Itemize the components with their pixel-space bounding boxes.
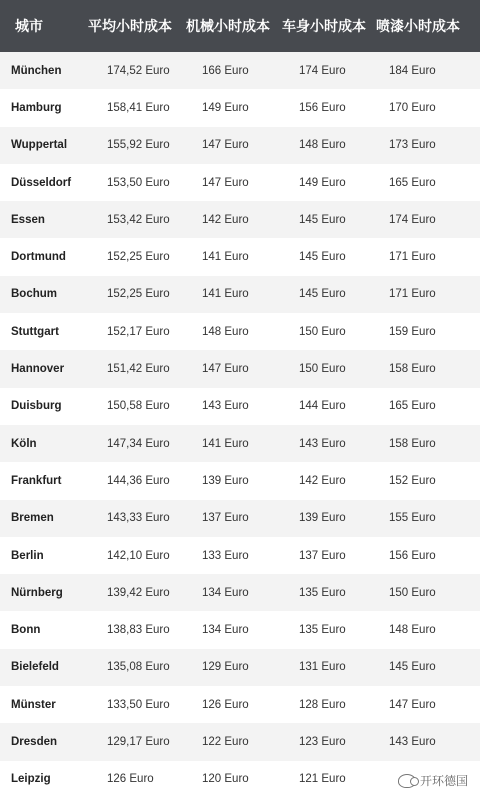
cell-city: Dortmund — [11, 251, 66, 264]
table-row — [0, 313, 480, 350]
table-row — [0, 276, 480, 313]
cell-paint: 158 Euro — [389, 437, 436, 450]
cell-body: 148 Euro — [299, 139, 346, 152]
cell-city: Köln — [11, 437, 37, 450]
header-body: 车身小时成本 — [282, 18, 366, 34]
watermark — [398, 772, 468, 789]
cell-paint: 174 Euro — [389, 213, 436, 226]
cell-avg: 155,92 Euro — [107, 139, 170, 152]
cell-city: Essen — [11, 213, 45, 226]
table-row — [0, 649, 480, 686]
cell-avg: 174,52 Euro — [107, 64, 170, 77]
cell-body: 131 Euro — [299, 661, 346, 674]
header-mechanic: 机械小时成本 — [186, 18, 270, 34]
cell-avg: 152,17 Euro — [107, 325, 170, 338]
cell-paint: 148 Euro — [389, 624, 436, 637]
cell-paint: 165 Euro — [389, 400, 436, 413]
cell-avg: 152,25 Euro — [107, 251, 170, 264]
table-row — [0, 500, 480, 537]
cell-mechanic: 147 Euro — [202, 363, 249, 376]
cell-paint: 171 Euro — [389, 288, 436, 301]
cell-mechanic: 149 Euro — [202, 101, 249, 114]
table-row — [0, 127, 480, 164]
cell-mechanic: 143 Euro — [202, 400, 249, 413]
cell-body: 135 Euro — [299, 586, 346, 599]
cell-body: 144 Euro — [299, 400, 346, 413]
cell-body: 121 Euro — [299, 773, 346, 786]
table-row — [0, 686, 480, 723]
table-row — [0, 89, 480, 126]
table-header — [0, 0, 480, 52]
cell-mechanic: 141 Euro — [202, 251, 249, 264]
cell-mechanic: 120 Euro — [202, 773, 249, 786]
wechat-icon — [398, 774, 416, 788]
cell-avg: 129,17 Euro — [107, 735, 170, 748]
table-row — [0, 462, 480, 499]
cell-avg: 133,50 Euro — [107, 698, 170, 711]
cell-body: 156 Euro — [299, 101, 346, 114]
cell-avg: 158,41 Euro — [107, 101, 170, 114]
table-body — [0, 52, 480, 798]
table-row — [0, 52, 480, 89]
cell-city: Hannover — [11, 363, 65, 376]
table-row — [0, 425, 480, 462]
watermark-text: 开环德国 — [419, 774, 468, 788]
table-row — [0, 201, 480, 238]
cell-body: 139 Euro — [299, 512, 346, 525]
cell-body: 150 Euro — [299, 363, 346, 376]
cell-mechanic: 126 Euro — [202, 698, 249, 711]
cell-mechanic: 122 Euro — [202, 735, 249, 748]
table-row — [0, 723, 480, 760]
cell-paint: 170 Euro — [389, 101, 436, 114]
cell-city: Düsseldorf — [11, 176, 72, 189]
table-row — [0, 611, 480, 648]
cell-mechanic: 129 Euro — [202, 661, 249, 674]
cell-body: 137 Euro — [299, 549, 346, 562]
cell-avg: 126 Euro — [107, 773, 154, 786]
cell-city: Münster — [11, 698, 56, 711]
cell-paint: 147 Euro — [389, 698, 436, 711]
header-paint: 喷漆小时成本 — [376, 18, 460, 34]
cell-city: Duisburg — [11, 400, 62, 413]
cell-avg: 153,42 Euro — [107, 213, 170, 226]
cell-mechanic: 139 Euro — [202, 474, 249, 487]
cell-city: Wuppertal — [11, 139, 68, 152]
cell-mechanic: 141 Euro — [202, 437, 249, 450]
table-row — [0, 574, 480, 611]
cell-mechanic: 147 Euro — [202, 139, 249, 152]
cell-city: Bielefeld — [11, 661, 59, 674]
table-row — [0, 238, 480, 275]
cell-body: 145 Euro — [299, 251, 346, 264]
cell-paint: 171 Euro — [389, 251, 436, 264]
cell-paint: 155 Euro — [389, 512, 436, 525]
cell-city: Dresden — [11, 735, 58, 748]
cell-body: 145 Euro — [299, 213, 346, 226]
cell-city: Frankfurt — [11, 474, 62, 487]
cell-avg: 143,33 Euro — [107, 512, 170, 525]
cell-mechanic: 147 Euro — [202, 176, 249, 189]
cell-mechanic: 133 Euro — [202, 549, 249, 562]
cell-city: Stuttgart — [11, 325, 59, 338]
cell-mechanic: 137 Euro — [202, 512, 249, 525]
cell-body: 128 Euro — [299, 698, 346, 711]
table-row — [0, 350, 480, 387]
cell-avg: 153,50 Euro — [107, 176, 170, 189]
cell-mechanic: 142 Euro — [202, 213, 249, 226]
cell-body: 145 Euro — [299, 288, 346, 301]
cell-avg: 152,25 Euro — [107, 288, 170, 301]
table-row — [0, 164, 480, 201]
cell-paint: 150 Euro — [389, 586, 436, 599]
cell-paint: 165 Euro — [389, 176, 436, 189]
cell-body: 174 Euro — [299, 64, 346, 77]
cell-paint: 173 Euro — [389, 139, 436, 152]
cell-city: München — [11, 64, 62, 77]
header-avg: 平均小时成本 — [88, 18, 172, 34]
cell-paint: 158 Euro — [389, 363, 436, 376]
cell-city: Nürnberg — [11, 586, 63, 599]
header-city: 城市 — [15, 18, 43, 34]
table-row — [0, 388, 480, 425]
cell-mechanic: 148 Euro — [202, 325, 249, 338]
cell-body: 135 Euro — [299, 624, 346, 637]
cell-body: 143 Euro — [299, 437, 346, 450]
cell-paint: 143 Euro — [389, 735, 436, 748]
cell-body: 150 Euro — [299, 325, 346, 338]
cell-mechanic: 134 Euro — [202, 586, 249, 599]
cell-city: Bremen — [11, 512, 54, 525]
cell-avg: 139,42 Euro — [107, 586, 170, 599]
cell-avg: 147,34 Euro — [107, 437, 170, 450]
cell-paint: 156 Euro — [389, 549, 436, 562]
cell-body: 149 Euro — [299, 176, 346, 189]
cell-city: Hamburg — [11, 101, 62, 114]
cell-city: Bonn — [11, 624, 41, 637]
cell-avg: 138,83 Euro — [107, 624, 170, 637]
cell-mechanic: 134 Euro — [202, 624, 249, 637]
cell-avg: 151,42 Euro — [107, 363, 170, 376]
cell-avg: 150,58 Euro — [107, 400, 170, 413]
cell-mechanic: 166 Euro — [202, 64, 249, 77]
cell-body: 123 Euro — [299, 735, 346, 748]
cell-paint: 159 Euro — [389, 325, 436, 338]
cell-mechanic: 141 Euro — [202, 288, 249, 301]
cell-city: Leipzig — [11, 773, 51, 786]
cell-paint: 145 Euro — [389, 661, 436, 674]
cell-city: Berlin — [11, 549, 44, 562]
table-row — [0, 537, 480, 574]
cell-city: Bochum — [11, 288, 57, 301]
cell-paint: 184 Euro — [389, 64, 436, 77]
cell-avg: 144,36 Euro — [107, 474, 170, 487]
cell-body: 142 Euro — [299, 474, 346, 487]
cell-paint: 152 Euro — [389, 474, 436, 487]
cell-avg: 142,10 Euro — [107, 549, 170, 562]
cell-avg: 135,08 Euro — [107, 661, 170, 674]
